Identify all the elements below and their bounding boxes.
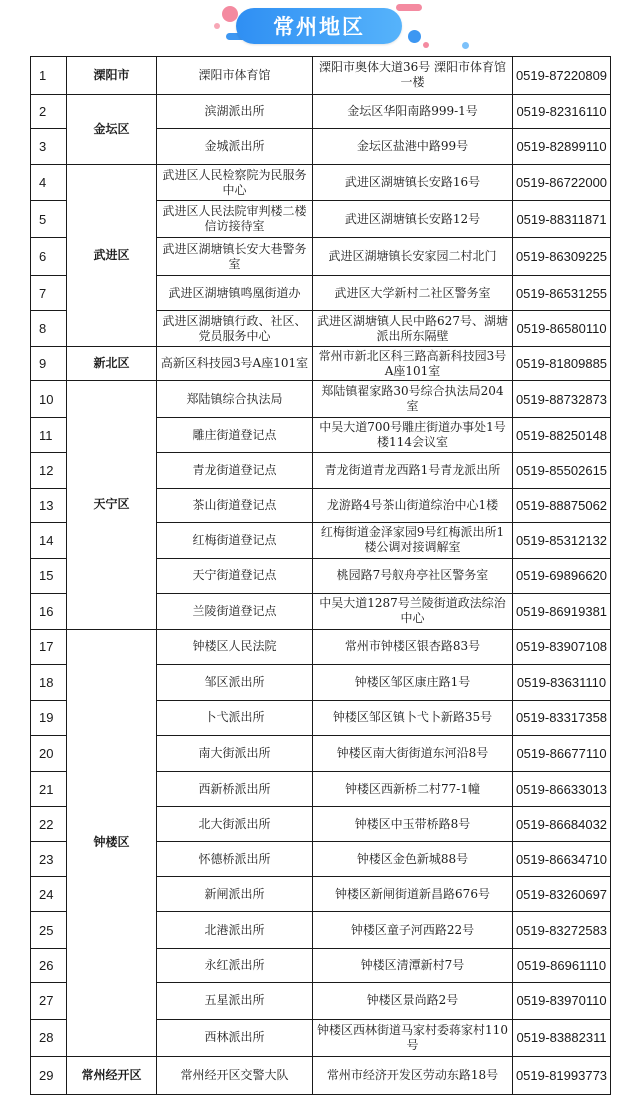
- row-number: 27: [31, 983, 67, 1019]
- row-number: 26: [31, 948, 67, 982]
- header-banner: [0, 0, 640, 56]
- phone-number: 0519-86677110: [513, 735, 611, 771]
- district-cell: 新北区: [67, 346, 157, 380]
- location-name: 西新桥派出所: [157, 772, 313, 806]
- table-row: [31, 57, 611, 95]
- row-number: 8: [31, 311, 67, 346]
- location-address: 龙游路4号茶山街道综治中心1楼: [313, 488, 513, 522]
- phone-number: 0519-85312132: [513, 523, 611, 558]
- location-name: 武进区湖塘镇鸣凰街道办: [157, 275, 313, 310]
- row-number: 24: [31, 876, 67, 911]
- location-name: 滨湖派出所: [157, 94, 313, 128]
- location-address: 中吴大道700号雕庄街道办事处1号楼114会议室: [313, 417, 513, 452]
- location-name: 钟楼区人民法院: [157, 629, 313, 664]
- location-address: 钟楼区邹区康庄路1号: [313, 665, 513, 700]
- phone-number: 0519-86634710: [513, 842, 611, 876]
- location-name: 高新区科技园3号A座101室: [157, 346, 313, 380]
- district-cell: 武进区: [67, 165, 157, 346]
- location-address: 溧阳市奥体大道36号 溧阳市体育馆一楼: [313, 57, 513, 95]
- phone-number: 0519-83970110: [513, 983, 611, 1019]
- district-cell: 天宁区: [67, 381, 157, 629]
- location-name: 西林派出所: [157, 1019, 313, 1057]
- phone-number: 0519-83631110: [513, 665, 611, 700]
- registration-points-table: [30, 56, 611, 1095]
- row-number: 16: [31, 594, 67, 629]
- decor-bar-icon: [396, 4, 422, 11]
- phone-number: 0519-88875062: [513, 488, 611, 522]
- location-name: 武进区人民法院审判楼二楼信访接待室: [157, 200, 313, 238]
- phone-number: 0519-86961110: [513, 948, 611, 982]
- row-number: 18: [31, 665, 67, 700]
- row-number: 1: [31, 57, 67, 95]
- location-name: 郑陆镇综合执法局: [157, 381, 313, 417]
- phone-number: 0519-87220809: [513, 57, 611, 95]
- location-address: 钟楼区南大街街道东河沿8号: [313, 735, 513, 771]
- location-address: 桃园路7号舣舟亭社区警务室: [313, 558, 513, 593]
- location-name: 武进区人民检察院为民服务中心: [157, 165, 313, 200]
- decor-circle-icon: [408, 30, 421, 43]
- row-number: 29: [31, 1057, 67, 1095]
- row-number: 12: [31, 453, 67, 488]
- location-address: 郑陆镇翟家路30号综合执法局204室: [313, 381, 513, 417]
- row-number: 13: [31, 488, 67, 522]
- decor-dot-icon: [214, 23, 220, 29]
- phone-number: 0519-83272583: [513, 912, 611, 948]
- location-address: 钟楼区邹区镇卜弋卜新路35号: [313, 700, 513, 735]
- location-name: 武进区湖塘镇行政、社区、党员服务中心: [157, 311, 313, 346]
- row-number: 19: [31, 700, 67, 735]
- location-name: 金城派出所: [157, 128, 313, 164]
- table-row: [31, 346, 611, 380]
- location-address: 金坛区盐港中路99号: [313, 128, 513, 164]
- location-address: 武进区湖塘镇长安路12号: [313, 200, 513, 238]
- row-number: 14: [31, 523, 67, 558]
- phone-number: 0519-86722000: [513, 165, 611, 200]
- phone-number: 0519-83882311: [513, 1019, 611, 1057]
- location-name: 溧阳市体育馆: [157, 57, 313, 95]
- row-number: 7: [31, 275, 67, 310]
- phone-number: 0519-82316110: [513, 94, 611, 128]
- location-address: 常州市经济开发区劳动东路18号: [313, 1057, 513, 1095]
- row-number: 28: [31, 1019, 67, 1057]
- row-number: 9: [31, 346, 67, 380]
- phone-number: 0519-81993773: [513, 1057, 611, 1095]
- location-address: 武进区湖塘镇长安家园二村北门: [313, 238, 513, 276]
- table-row: [31, 629, 611, 664]
- location-address: 钟楼区景尚路2号: [313, 983, 513, 1019]
- row-number: 10: [31, 381, 67, 417]
- table-row: [31, 94, 611, 128]
- phone-number: 0519-86919381: [513, 594, 611, 629]
- location-name: 茶山街道登记点: [157, 488, 313, 522]
- table-row: [31, 381, 611, 417]
- location-address: 武进区湖塘镇长安路16号: [313, 165, 513, 200]
- location-address: 常州市新北区科三路高新科技园3号A座101室: [313, 346, 513, 380]
- phone-number: 0519-86580110: [513, 311, 611, 346]
- location-name: 五星派出所: [157, 983, 313, 1019]
- location-address: 钟楼区西新桥二村77-1幢: [313, 772, 513, 806]
- location-name: 怀德桥派出所: [157, 842, 313, 876]
- location-address: 金坛区华阳南路999-1号: [313, 94, 513, 128]
- location-address: 钟楼区中玉带桥路8号: [313, 806, 513, 841]
- location-address: 武进区大学新村二社区警务室: [313, 275, 513, 310]
- row-number: 25: [31, 912, 67, 948]
- phone-number: 0519-88311871: [513, 200, 611, 238]
- phone-number: 0519-82899110: [513, 128, 611, 164]
- row-number: 11: [31, 417, 67, 452]
- location-name: 青龙街道登记点: [157, 453, 313, 488]
- row-number: 22: [31, 806, 67, 841]
- location-name: 天宁街道登记点: [157, 558, 313, 593]
- phone-number: 0519-81809885: [513, 346, 611, 380]
- location-name: 卜弋派出所: [157, 700, 313, 735]
- row-number: 15: [31, 558, 67, 593]
- title-pill: [236, 8, 402, 44]
- row-number: 20: [31, 735, 67, 771]
- row-number: 23: [31, 842, 67, 876]
- location-address: 钟楼区童子河西路22号: [313, 912, 513, 948]
- location-name: 邹区派出所: [157, 665, 313, 700]
- location-address: 常州市钟楼区银杏路83号: [313, 629, 513, 664]
- row-number: 3: [31, 128, 67, 164]
- row-number: 21: [31, 772, 67, 806]
- phone-number: 0519-69896620: [513, 558, 611, 593]
- phone-number: 0519-83317358: [513, 700, 611, 735]
- location-address: 钟楼区清潭新村7号: [313, 948, 513, 982]
- phone-number: 0519-88250148: [513, 417, 611, 452]
- phone-number: 0519-83907108: [513, 629, 611, 664]
- location-address: 红梅街道金泽家园9号红梅派出所1楼公调对接调解室: [313, 523, 513, 558]
- phone-number: 0519-86633013: [513, 772, 611, 806]
- district-cell: 常州经开区: [67, 1057, 157, 1095]
- decor-dot-icon: [462, 42, 469, 49]
- phone-number: 0519-86531255: [513, 275, 611, 310]
- table-row: [31, 165, 611, 200]
- row-number: 5: [31, 200, 67, 238]
- phone-number: 0519-88732873: [513, 381, 611, 417]
- location-address: 中吴大道1287号兰陵街道政法综治中心: [313, 594, 513, 629]
- page-title: 常州地区: [273, 15, 365, 39]
- location-name: 南大街派出所: [157, 735, 313, 771]
- phone-number: 0519-85502615: [513, 453, 611, 488]
- location-name: 北大街派出所: [157, 806, 313, 841]
- district-cell: 溧阳市: [67, 57, 157, 95]
- table-row: [31, 1057, 611, 1095]
- location-address: 钟楼区新闸街道新昌路676号: [313, 876, 513, 911]
- phone-number: 0519-86309225: [513, 238, 611, 276]
- row-number: 17: [31, 629, 67, 664]
- phone-number: 0519-83260697: [513, 876, 611, 911]
- location-name: 红梅街道登记点: [157, 523, 313, 558]
- location-name: 永红派出所: [157, 948, 313, 982]
- phone-number: 0519-86684032: [513, 806, 611, 841]
- row-number: 6: [31, 238, 67, 276]
- decor-circle-icon: [222, 6, 238, 22]
- location-address: 钟楼区西林街道马家村委蒋家村110号: [313, 1019, 513, 1057]
- location-address: 青龙街道青龙西路1号青龙派出所: [313, 453, 513, 488]
- location-name: 北港派出所: [157, 912, 313, 948]
- location-name: 兰陵街道登记点: [157, 594, 313, 629]
- location-address: 武进区湖塘镇人民中路627号、湖塘派出所东隔壁: [313, 311, 513, 346]
- location-address: 钟楼区金色新城88号: [313, 842, 513, 876]
- decor-dot-icon: [423, 42, 429, 48]
- row-number: 2: [31, 94, 67, 128]
- location-name: 武进区湖塘镇长安大巷警务室: [157, 238, 313, 276]
- row-number: 4: [31, 165, 67, 200]
- location-name: 雕庄街道登记点: [157, 417, 313, 452]
- district-cell: 金坛区: [67, 94, 157, 165]
- district-cell: 钟楼区: [67, 629, 157, 1057]
- location-name: 常州经开区交警大队: [157, 1057, 313, 1095]
- location-name: 新闸派出所: [157, 876, 313, 911]
